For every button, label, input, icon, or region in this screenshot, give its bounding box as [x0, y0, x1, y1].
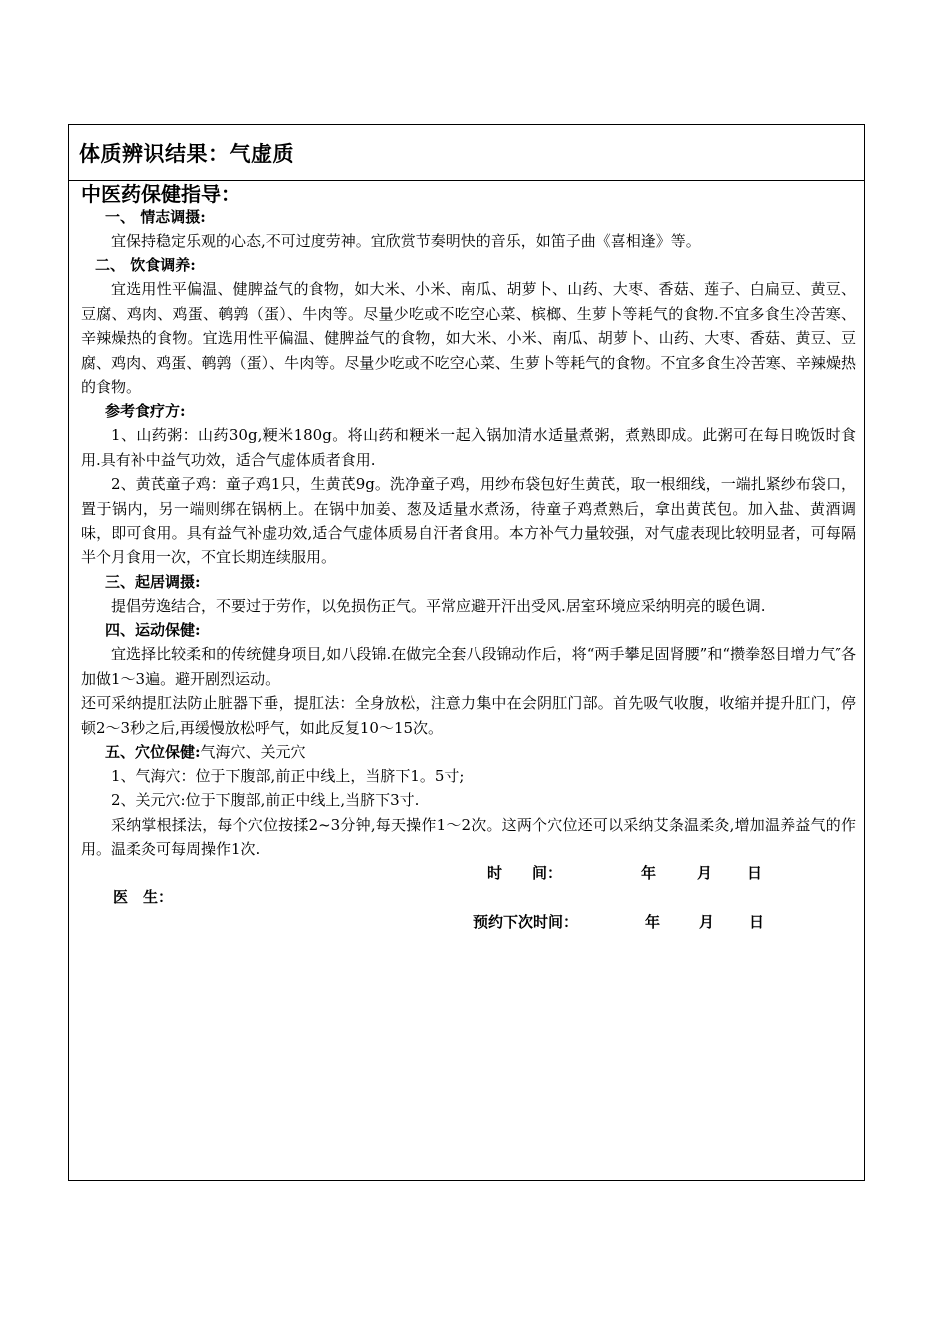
result-row — [69, 125, 864, 181]
acupoint-heading — [81, 740, 856, 764]
exercise-heading: 四、运动保健: — [105, 621, 201, 640]
next-day: 日 — [749, 912, 765, 931]
recipe-1: 1、山药粥：山药30g,粳米180g。将山药和粳米一起入锅加清水适量煮粥，煮熟即成。此粥可在每日晚饭时食用.具有补中益气功效，适合气虚体质者食用. — [81, 426, 856, 469]
acupoint-text: 采纳掌根揉法，每个穴位按揉2~3分钟,每天操作1～2次。这两个穴位还可以采纳艾条温柔灸,增加温养益气的作用。温柔灸可每周操作1次. — [81, 815, 856, 859]
next-year: 年 — [645, 912, 661, 931]
time-year: 年 — [641, 863, 657, 882]
exercise-text-2: 还可采纳提肛法防止脏器下垂，提肛法：全身放松，注意力集中在会阴肛门部。首先吸气收腹，收缩并提升肛门，停顿2～3秒之后,再缓慢放松呼气，如此反复10～15次。 — [81, 694, 856, 737]
living-heading: 三、起居调摄: — [105, 572, 201, 591]
time-day: 日 — [747, 863, 763, 882]
exercise-text: 宜选择比较柔和的传统健身项目,如八段锦.在做完全套八段锦动作后，将“两手攀足固肾腰”和“攒拳怒目增力气″各加做1～3遍。避开剧烈运动。 — [81, 645, 856, 688]
guide-content — [69, 183, 864, 942]
living-text: 提倡劳逸结合，不要过于劳作，以免损伤正气。平常应避开汗出受风.居室环境应采纳明亮的暖色调. — [111, 596, 766, 615]
emotion-heading: 一、 情志调摄: — [105, 208, 206, 226]
result-title: 体质辨识结果：气虚质 — [79, 140, 294, 166]
emotion-text: 宜保持稳定乐观的心态,不可过度劳神。宜欣赏节奏明快的音乐，如笛子曲《喜相逢》等。 — [111, 232, 701, 250]
acupoint-heading-rest: 气海穴、关元穴 — [200, 742, 306, 761]
signature-block — [81, 862, 856, 942]
guide-title: 中医药保健指导： — [81, 182, 241, 206]
acupoint-heading-label: 五、穴位保健: — [105, 742, 201, 761]
recipes-heading: 参考食疗方: — [105, 402, 186, 421]
recipe-2: 2、黄芪童子鸡：童子鸡1只，生黄芪9g。洗净童子鸡，用纱布袋包好生黄芪，取一根细线，一端扎紧纱布袋口，置于锅内，另一端则绑在锅柄上。在锅中加姜、葱及适量水煮汤，待童子鸡煮熟后，拿出黄芪包。加入盐、黄酒调味，即可食用。具有益气补虚功效,适合气虚体质易自汗者食用。本方补气力量较强，对气虚表现比较明显者，可每隔半个月食用一次，不宜长期连续服用。 — [81, 475, 856, 567]
acupoint-item-2: 2、关元穴:位于下腹部,前正中线上,当脐下3寸. — [111, 791, 420, 810]
next-appointment-label: 预约下次时间： — [473, 912, 579, 931]
doctor-label: 医 生： — [113, 887, 174, 906]
diet-text: 宜选用性平偏温、健脾益气的食物，如大米、小米、南瓜、胡萝卜、山药、大枣、香菇、莲子、白扁豆、黄豆、豆腐、鸡肉、鸡蛋、鹌鹑（蛋）、牛肉等。尽量少吃或不吃空心菜、槟榔、生萝卜等耗气的食物.不宜多食生冷苦寒、辛辣燥热的食物。宜选用性平偏温、健脾益气的食物，如大米、小米、南瓜、胡萝卜、山药、大枣、香菇、黄豆、豆腐、鸡肉、鸡蛋、鹌鹑（蛋）、牛肉等。尽量少吃或不吃空心菜、生萝卜等耗气的食物。不宜多食生冷苦寒、辛辣燥热的食物。 — [81, 280, 856, 397]
time-label: 时 间： — [487, 863, 563, 882]
next-month: 月 — [699, 912, 715, 931]
time-month: 月 — [697, 863, 713, 882]
record-frame — [68, 124, 865, 1181]
diet-heading: 二、 饮食调养: — [95, 256, 196, 275]
acupoint-item-1: 1、气海穴：位于下腹部,前正中线上，当脐下1。5寸; — [111, 766, 465, 785]
